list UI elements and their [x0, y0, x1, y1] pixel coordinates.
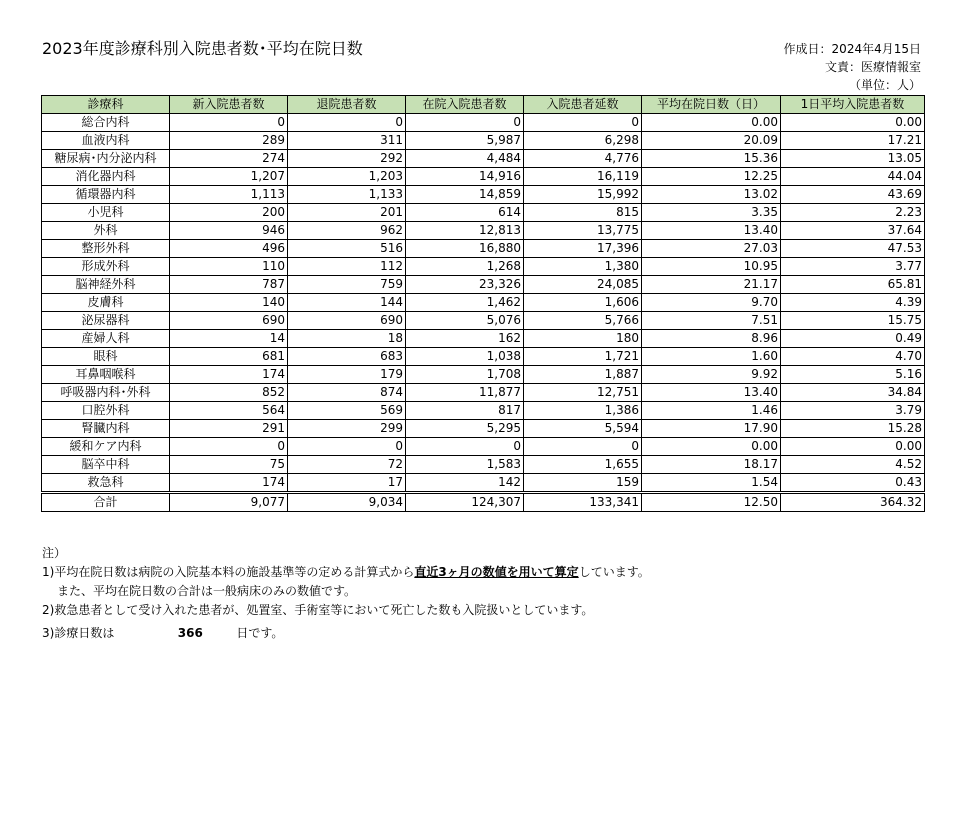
- value-cell: 1.54: [642, 474, 781, 493]
- value-cell: 11,877: [406, 384, 524, 402]
- header-row: [42, 96, 925, 114]
- value-cell: 14,916: [406, 168, 524, 186]
- department-cell: 口腔外科: [42, 402, 170, 420]
- value-cell: 12,751: [524, 384, 642, 402]
- value-cell: 133,341: [524, 493, 642, 512]
- value-cell: 65.81: [781, 276, 925, 294]
- value-cell: 47.53: [781, 240, 925, 258]
- department-cell: 合計: [42, 493, 170, 512]
- note-3: [42, 624, 650, 643]
- value-cell: 9,034: [288, 493, 406, 512]
- table-row: [42, 204, 925, 222]
- department-cell: 救急科: [42, 474, 170, 493]
- note-3-text: 3)診療日数は: [42, 626, 115, 640]
- created-date: 作成日：2024年4月15日: [783, 42, 921, 56]
- value-cell: 364.32: [781, 493, 925, 512]
- value-cell: 75: [170, 456, 288, 474]
- department-cell: 整形外科: [42, 240, 170, 258]
- value-cell: 9,077: [170, 493, 288, 512]
- value-cell: 5,594: [524, 420, 642, 438]
- department-cell: 皮膚科: [42, 294, 170, 312]
- table-row: [42, 474, 925, 493]
- department-cell: 呼吸器内科･外科: [42, 384, 170, 402]
- note-1-continuation: また、平均在院日数の合計は一般病床のみの数値です。: [57, 584, 357, 598]
- value-cell: 0: [406, 114, 524, 132]
- value-cell: 0: [288, 438, 406, 456]
- value-cell: 15.36: [642, 150, 781, 168]
- table-row: [42, 186, 925, 204]
- value-cell: 10.95: [642, 258, 781, 276]
- unit-label: （単位：人）: [848, 78, 921, 92]
- value-cell: 159: [524, 474, 642, 493]
- department-cell: 形成外科: [42, 258, 170, 276]
- value-cell: 140: [170, 294, 288, 312]
- table-row: [42, 366, 925, 384]
- value-cell: 15.75: [781, 312, 925, 330]
- value-cell: 0: [524, 438, 642, 456]
- value-cell: 787: [170, 276, 288, 294]
- value-cell: 9.70: [642, 294, 781, 312]
- department-cell: 産婦人科: [42, 330, 170, 348]
- document-meta: [784, 40, 921, 94]
- value-cell: 1,721: [524, 348, 642, 366]
- department-cell: 外科: [42, 222, 170, 240]
- value-cell: 15,992: [524, 186, 642, 204]
- value-cell: 18.17: [642, 456, 781, 474]
- value-cell: 614: [406, 204, 524, 222]
- value-cell: 1,655: [524, 456, 642, 474]
- value-cell: 1,038: [406, 348, 524, 366]
- value-cell: 2.23: [781, 204, 925, 222]
- table-row: [42, 348, 925, 366]
- value-cell: 516: [288, 240, 406, 258]
- note-1-tail: しています。: [578, 565, 650, 579]
- value-cell: 9.92: [642, 366, 781, 384]
- value-cell: 0: [524, 114, 642, 132]
- col-header-discharges: 退院患者数: [288, 96, 406, 114]
- note-1-emphasis: 直近3ヶ月の数値を用いて算定: [414, 565, 579, 579]
- col-header-new-admissions: 新入院患者数: [170, 96, 288, 114]
- col-header-department: 診療科: [42, 96, 170, 114]
- value-cell: 34.84: [781, 384, 925, 402]
- col-header-daily-avg: 1日平均入院患者数: [781, 96, 925, 114]
- value-cell: 144: [288, 294, 406, 312]
- value-cell: 1,583: [406, 456, 524, 474]
- value-cell: 0.00: [781, 114, 925, 132]
- note-1-text: 1)平均在院日数は病院の入院基本料の施設基準等の定める計算式から: [42, 565, 415, 579]
- value-cell: 0: [170, 438, 288, 456]
- treatment-days-value: 366: [177, 626, 203, 640]
- value-cell: 5.16: [781, 366, 925, 384]
- value-cell: 0.49: [781, 330, 925, 348]
- value-cell: 13.40: [642, 222, 781, 240]
- value-cell: 3.77: [781, 258, 925, 276]
- value-cell: 14: [170, 330, 288, 348]
- value-cell: 1,133: [288, 186, 406, 204]
- value-cell: 13.05: [781, 150, 925, 168]
- department-cell: 脳卒中科: [42, 456, 170, 474]
- value-cell: 4.70: [781, 348, 925, 366]
- value-cell: 21.17: [642, 276, 781, 294]
- department-cell: 眼科: [42, 348, 170, 366]
- value-cell: 3.35: [642, 204, 781, 222]
- value-cell: 72: [288, 456, 406, 474]
- value-cell: 0.43: [781, 474, 925, 493]
- table-row: [42, 312, 925, 330]
- note-1: [42, 563, 650, 582]
- value-cell: 12,813: [406, 222, 524, 240]
- value-cell: 4,484: [406, 150, 524, 168]
- value-cell: 0.00: [781, 438, 925, 456]
- value-cell: 3.79: [781, 402, 925, 420]
- value-cell: 1,708: [406, 366, 524, 384]
- value-cell: 817: [406, 402, 524, 420]
- table-row: [42, 402, 925, 420]
- department-cell: 小児科: [42, 204, 170, 222]
- value-cell: 44.04: [781, 168, 925, 186]
- value-cell: 311: [288, 132, 406, 150]
- value-cell: 179: [288, 366, 406, 384]
- value-cell: 5,987: [406, 132, 524, 150]
- table-row: [42, 132, 925, 150]
- department-cell: 循環器内科: [42, 186, 170, 204]
- inpatient-table: [41, 95, 925, 512]
- note-3-tail: 日です。: [236, 626, 284, 640]
- value-cell: 1,113: [170, 186, 288, 204]
- value-cell: 874: [288, 384, 406, 402]
- department-cell: 脳神経外科: [42, 276, 170, 294]
- value-cell: 5,076: [406, 312, 524, 330]
- value-cell: 6,298: [524, 132, 642, 150]
- value-cell: 201: [288, 204, 406, 222]
- value-cell: 496: [170, 240, 288, 258]
- col-header-avg-stay: 平均在院日数（日）: [642, 96, 781, 114]
- notes: [42, 544, 650, 643]
- value-cell: 14,859: [406, 186, 524, 204]
- value-cell: 289: [170, 132, 288, 150]
- value-cell: 12.25: [642, 168, 781, 186]
- value-cell: 27.03: [642, 240, 781, 258]
- value-cell: 17,396: [524, 240, 642, 258]
- col-header-patient-days: 入院患者延数: [524, 96, 642, 114]
- value-cell: 174: [170, 474, 288, 493]
- value-cell: 292: [288, 150, 406, 168]
- value-cell: 23,326: [406, 276, 524, 294]
- value-cell: 0.00: [642, 114, 781, 132]
- table-row: [42, 384, 925, 402]
- page-title: 2023年度診療科別入院患者数･平均在院日数: [42, 39, 363, 58]
- table-row: [42, 168, 925, 186]
- table-row: [42, 276, 925, 294]
- value-cell: 4.52: [781, 456, 925, 474]
- value-cell: 962: [288, 222, 406, 240]
- value-cell: 124,307: [406, 493, 524, 512]
- value-cell: 17.90: [642, 420, 781, 438]
- table-row: [42, 438, 925, 456]
- value-cell: 17: [288, 474, 406, 493]
- value-cell: 946: [170, 222, 288, 240]
- value-cell: 299: [288, 420, 406, 438]
- value-cell: 20.09: [642, 132, 781, 150]
- value-cell: 1,606: [524, 294, 642, 312]
- value-cell: 274: [170, 150, 288, 168]
- value-cell: 16,119: [524, 168, 642, 186]
- department-cell: 腎臓内科: [42, 420, 170, 438]
- value-cell: 12.50: [642, 493, 781, 512]
- value-cell: 852: [170, 384, 288, 402]
- department-cell: 糖尿病･内分泌内科: [42, 150, 170, 168]
- value-cell: 13,775: [524, 222, 642, 240]
- value-cell: 0: [288, 114, 406, 132]
- table-row: [42, 294, 925, 312]
- value-cell: 7.51: [642, 312, 781, 330]
- value-cell: 13.02: [642, 186, 781, 204]
- notes-heading: 注）: [42, 546, 67, 560]
- value-cell: 681: [170, 348, 288, 366]
- department-cell: 消化器内科: [42, 168, 170, 186]
- value-cell: 4,776: [524, 150, 642, 168]
- value-cell: 13.40: [642, 384, 781, 402]
- table-row: [42, 420, 925, 438]
- note-2: 2)救急患者として受け入れた患者が、処置室、手術室等において死亡した数も入院扱いとしています。: [42, 603, 594, 617]
- value-cell: 17.21: [781, 132, 925, 150]
- value-cell: 16,880: [406, 240, 524, 258]
- value-cell: 112: [288, 258, 406, 276]
- table-row: [42, 240, 925, 258]
- value-cell: 15.28: [781, 420, 925, 438]
- value-cell: 683: [288, 348, 406, 366]
- table-row: [42, 258, 925, 276]
- value-cell: 180: [524, 330, 642, 348]
- table-body: [42, 114, 925, 512]
- department-cell: 泌尿器科: [42, 312, 170, 330]
- value-cell: 162: [406, 330, 524, 348]
- value-cell: 1,268: [406, 258, 524, 276]
- author: 文責：医療情報室: [824, 60, 921, 74]
- value-cell: 37.64: [781, 222, 925, 240]
- value-cell: 1.60: [642, 348, 781, 366]
- value-cell: 5,295: [406, 420, 524, 438]
- value-cell: 1,203: [288, 168, 406, 186]
- col-header-inpatients: 在院入院患者数: [406, 96, 524, 114]
- value-cell: 0: [170, 114, 288, 132]
- value-cell: 0: [406, 438, 524, 456]
- table-row: [42, 330, 925, 348]
- value-cell: 564: [170, 402, 288, 420]
- value-cell: 142: [406, 474, 524, 493]
- value-cell: 690: [170, 312, 288, 330]
- value-cell: 1,462: [406, 294, 524, 312]
- value-cell: 18: [288, 330, 406, 348]
- department-cell: 血液内科: [42, 132, 170, 150]
- total-row: [42, 493, 925, 512]
- department-cell: 耳鼻咽喉科: [42, 366, 170, 384]
- value-cell: 0.00: [642, 438, 781, 456]
- value-cell: 174: [170, 366, 288, 384]
- department-cell: 総合内科: [42, 114, 170, 132]
- value-cell: 690: [288, 312, 406, 330]
- table-row: [42, 456, 925, 474]
- table-row: [42, 114, 925, 132]
- table-row: [42, 150, 925, 168]
- value-cell: 110: [170, 258, 288, 276]
- department-cell: 緩和ケア内科: [42, 438, 170, 456]
- value-cell: 759: [288, 276, 406, 294]
- value-cell: 5,766: [524, 312, 642, 330]
- value-cell: 24,085: [524, 276, 642, 294]
- table-row: [42, 222, 925, 240]
- value-cell: 1,887: [524, 366, 642, 384]
- value-cell: 1,380: [524, 258, 642, 276]
- value-cell: 1,207: [170, 168, 288, 186]
- value-cell: 200: [170, 204, 288, 222]
- value-cell: 1.46: [642, 402, 781, 420]
- value-cell: 815: [524, 204, 642, 222]
- value-cell: 291: [170, 420, 288, 438]
- value-cell: 4.39: [781, 294, 925, 312]
- value-cell: 1,386: [524, 402, 642, 420]
- value-cell: 8.96: [642, 330, 781, 348]
- value-cell: 43.69: [781, 186, 925, 204]
- value-cell: 569: [288, 402, 406, 420]
